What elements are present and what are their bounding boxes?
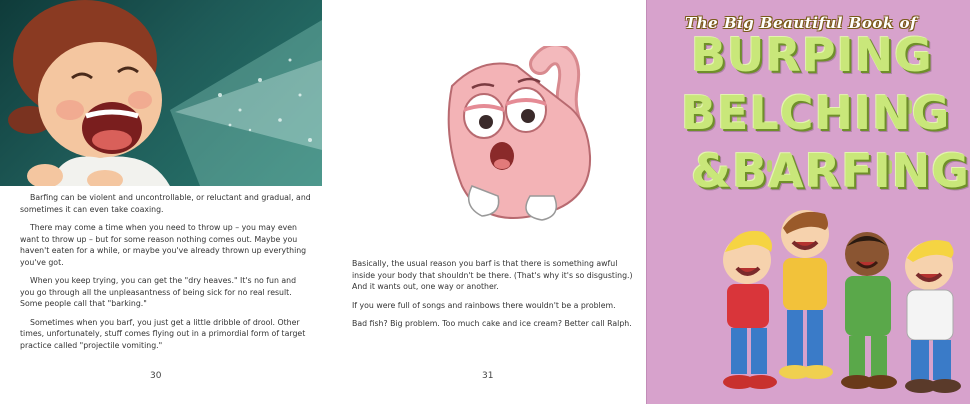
paragraph: Sometimes when you barf, you just get a little dribble of drool. Other times, unfortunately, stuff comes flying out in a primordial form of target practice called "projectile vomiting." <box>20 317 306 350</box>
cover-title-line: BURPING <box>691 28 933 82</box>
middle-page-body <box>352 258 642 337</box>
left-page-body <box>20 192 312 358</box>
paragraph: When you keep trying, you can get the "dry heaves." It's no fun and you go through all the unpleasantness of being sick for no real result. Some people call that "barking." <box>20 276 297 308</box>
paragraph: Basically, the usual reason you barf is that there is something awful inside your body that shouldn't be there. (That's why it's so disgusting.) And it wants out, one way or another. <box>352 259 633 291</box>
sick-stomach-character-illustration <box>422 46 602 236</box>
book-cover <box>646 0 970 404</box>
paragraph: Barfing can be violent and uncontrollable, or reluctant and gradual, and sometimes it can even take coaxing. <box>20 193 311 214</box>
cover-title-line: BELCHING <box>681 86 951 140</box>
page-number: 30 <box>150 371 162 381</box>
laughing-kids-illustration <box>717 200 970 404</box>
cover-title-line: &BARFING <box>691 144 970 198</box>
left-page <box>0 0 322 404</box>
sneezing-child-illustration <box>0 0 322 186</box>
page-number: 31 <box>482 371 494 381</box>
paragraph: If you were full of songs and rainbows there wouldn't be a problem. <box>352 300 616 310</box>
cover-subtitle: The Big Beautiful Book of <box>685 14 917 32</box>
paragraph: There may come a time when you need to throw up – you may even want to throw up – but for some reason nothing comes out. Maybe you haven't eaten for a while, or maybe you've already thrown up everything you've got. <box>20 223 307 267</box>
middle-page <box>322 0 646 404</box>
paragraph: Bad fish? Big problem. Too much cake and ice cream? Better call Ralph. <box>352 319 632 328</box>
